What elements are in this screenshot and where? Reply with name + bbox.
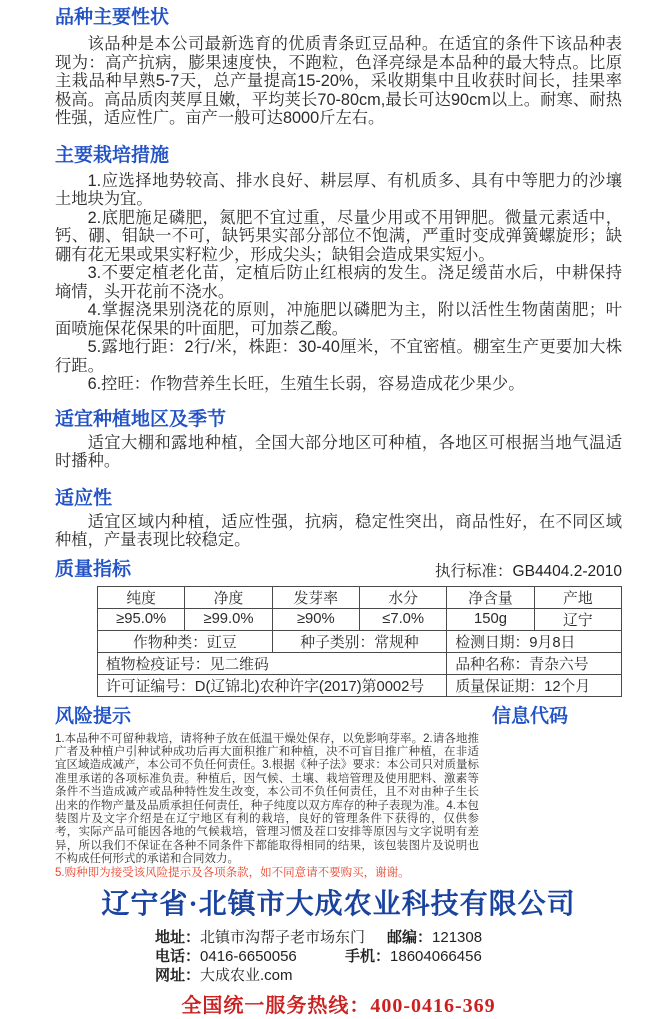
traits-paragraph: 该品种是本公司最新选育的优质青条豇豆品种。在适宜的条件下该品种表现为：高产抗病，膨果速度快，不跑粒，色泽亮绿是本品种的最大特点。比原主栽品种早熟5-7天，总产量提高15-20%，采收期集中且收获时间长，挂果率极高。高品质肉荚厚且嫩，平均荚长70-80cm,最长可达90cm以上。耐寒、耐热性强，适应性广。亩产一般可达8000斤左右。 bbox=[55, 35, 622, 127]
risk-heading-row bbox=[55, 705, 622, 729]
postal-pair bbox=[387, 928, 482, 947]
web-label: 网址： bbox=[155, 966, 201, 984]
table-row bbox=[98, 652, 622, 674]
mobile-pair bbox=[345, 947, 482, 966]
address-label: 地址： bbox=[155, 928, 201, 946]
quality-header-row bbox=[55, 558, 622, 582]
postal-value: 121308 bbox=[432, 928, 483, 946]
table-value-cell: ≥99.0% bbox=[185, 608, 272, 630]
table-row bbox=[98, 608, 622, 630]
test-date-cell: 检测日期：9月8日 bbox=[447, 630, 622, 652]
table-header-cell: 纯度 bbox=[98, 586, 185, 608]
web-value: 大成农业.com bbox=[200, 966, 293, 984]
execution-standard: 执行标准：GB4404.2-2010 bbox=[435, 562, 622, 580]
phone-value: 0416-6650056 bbox=[200, 947, 297, 965]
table-value-cell: 辽宁 bbox=[534, 608, 621, 630]
table-value-cell: ≤7.0% bbox=[359, 608, 446, 630]
seed-category-cell: 种子类别：常规种 bbox=[272, 630, 447, 652]
table-header-cell: 产地 bbox=[534, 586, 621, 608]
regions-paragraph: 适宜大棚和露地种植，全国大部分地区可种植，各地区可根据当地气温适时播种。 bbox=[55, 433, 622, 470]
warranty-cell: 质量保证期：12个月 bbox=[447, 674, 622, 696]
mobile-value: 18604066456 bbox=[390, 947, 482, 965]
cultivation-list bbox=[55, 172, 622, 394]
risk-body-text: 1.本品种不可留种栽培，请将种子放在低温干燥处保存，以免影响芽率。2.请各地推广者及种植户引种试种成功后再大面积推广和种植，决不可盲目推广种植，在非适宜区域造成减产，本公司不负任何责任。3.根据《种子法》要求：本公司只对质量标准里承诺的各项标准负责。种植后，因气候、土壤、栽培管理及使用肥料、激素等条件不当造成减产或品种特性发生改变，本公司不负任何责任，且不对由种子生长出来的作物产量及品质承担任何责任，种子纯度以双方库存的种子表现为准。4.本包装图片及文字介绍是在辽宁地区有利的栽培，良好的管理条件下获得的，仅供参考，实际产品可能因各地的气候栽培，管理习惯及茬口安排等原因与文字说明有差异，所以我们不保证在各种不同条件下都能取得相同的结果，该包装图片及说明也不构成任何形式的承诺和合同效力。 bbox=[55, 732, 479, 866]
section-heading-traits: 品种主要性状 bbox=[55, 7, 170, 28]
table-value-cell: ≥90% bbox=[272, 608, 359, 630]
table-value-cell: ≥95.0% bbox=[98, 608, 185, 630]
cultivation-item: 3.不要定植老化苗，定植后防止红根病的发生。浇足缓苗水后，中耕保持墒情，头开花前不浇水。 bbox=[55, 264, 622, 301]
contact-row-address bbox=[155, 928, 622, 947]
contact-block bbox=[155, 928, 622, 985]
contact-row-web bbox=[155, 966, 622, 985]
table-header-cell: 净含量 bbox=[447, 586, 534, 608]
table-row bbox=[98, 674, 622, 696]
table-row bbox=[98, 630, 622, 652]
address-value: 北镇市沟帮子老市场东门 bbox=[200, 928, 366, 946]
cultivation-item: 1.应选择地势较高、排水良好、耕层厚、有机质多、具有中等肥力的沙壤土地块为宜。 bbox=[55, 171, 622, 208]
address-pair bbox=[155, 928, 387, 947]
table-value-cell: 150g bbox=[447, 608, 534, 630]
phone-pair bbox=[155, 947, 345, 966]
contact-row-phone bbox=[155, 947, 622, 966]
web-pair bbox=[155, 966, 293, 985]
section-heading-adaptability: 适应性 bbox=[55, 487, 113, 509]
table-header-cell: 水分 bbox=[359, 586, 446, 608]
section-heading-cultivation: 主要栽培措施 bbox=[55, 144, 170, 166]
risk-highlight-text: 5.购种即为接受该风险提示及各项条款，如不同意请不要购买，谢谢。 bbox=[55, 866, 410, 879]
cultivation-item: 2.底肥施足磷肥，氮肥不宜过重，尽量少用或不用钾肥。微量元素适中，钙、硼、钼缺一不可，缺钙果实部分部位不饱满，严重时变成弹簧螺旋形；缺硼有花无果或果实籽粒少，形成尖头；缺钼会造成果实短小。 bbox=[55, 208, 622, 264]
postal-label: 邮编： bbox=[387, 928, 433, 946]
table-header-cell: 发芽率 bbox=[272, 586, 359, 608]
cultivation-item: 5.露地行距：2行/米，株距：30-40厘米，不宜密植。棚室生产更要加大株行距。 bbox=[55, 338, 622, 375]
table-row bbox=[98, 586, 622, 608]
company-name: 辽宁省·北镇市大成农业科技有限公司 bbox=[101, 888, 576, 920]
cultivation-item: 4.掌握浇果别浇花的原则，冲施肥以磷肥为主，附以活性生物菌菌肥；叶面喷施保花保果的叶面肥，可加萘乙酸。 bbox=[55, 301, 622, 338]
mobile-label: 手机： bbox=[345, 947, 391, 965]
section-heading-info-code: 信息代码 bbox=[491, 705, 568, 727]
section-heading-quality: 质量指标 bbox=[55, 558, 132, 580]
section-heading-regions: 适宜种植地区及季节 bbox=[55, 408, 227, 430]
quarantine-cert-cell: 植物检疫证号：见二维码 bbox=[98, 652, 447, 674]
variety-name-cell: 品种名称：青杂六号 bbox=[447, 652, 622, 674]
section-heading-risk: 风险提示 bbox=[55, 705, 132, 727]
table-header-cell: 净度 bbox=[185, 586, 272, 608]
crop-type-cell: 作物种类：豇豆 bbox=[98, 630, 273, 652]
service-hotline: 全国统一服务热线：400-0416-369 bbox=[181, 994, 496, 1017]
phone-label: 电话： bbox=[155, 947, 201, 965]
quality-table bbox=[97, 586, 622, 697]
license-no-cell: 许可证编号：D(辽锦北)农种许字(2017)第0002号 bbox=[98, 674, 447, 696]
adaptability-paragraph: 适宜区域内种植，适应性强，抗病，稳定性突出，商品性好，在不同区域种植，产量表现比较稳定。 bbox=[55, 512, 622, 549]
cultivation-item: 6.控旺：作物营养生长旺，生殖生长弱，容易造成花少果少。 bbox=[87, 375, 525, 393]
